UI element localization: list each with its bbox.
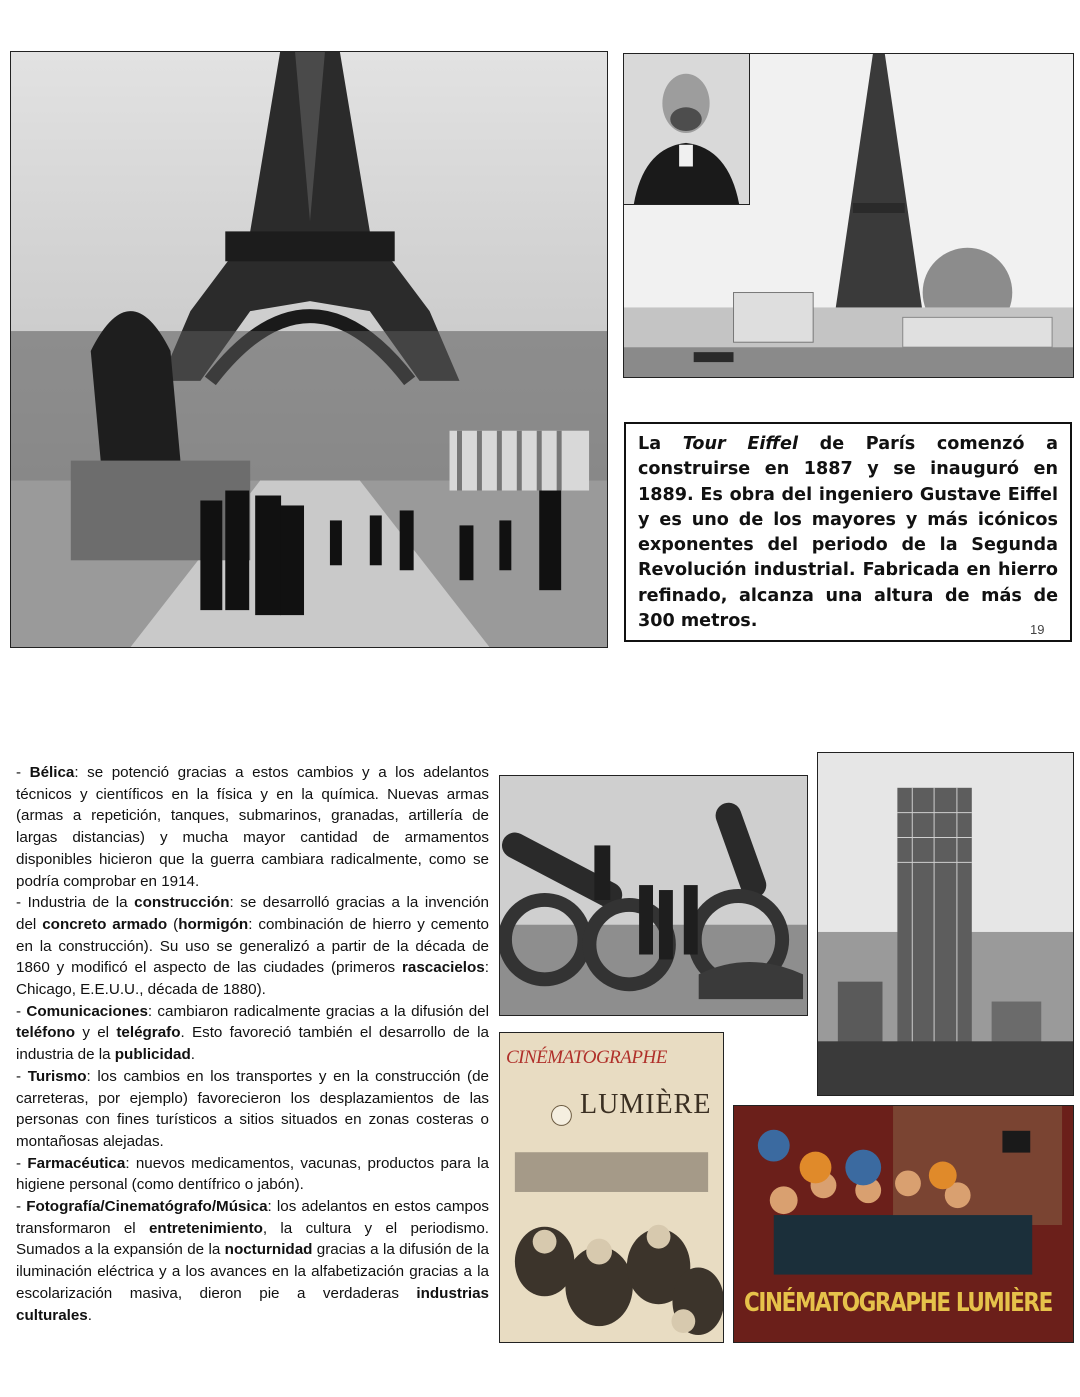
list-item: - Bélica: se potenció gracias a estos cambios y a los adelantos técnicos y científicos en la física y en la química. Nuevas armas (armas a repetición, tanques, submarinos, granadas, artillería de largas distancias) y mucha mayor cantidad de armamentos disponibles hicieron que la guerra cambiara radicalmente, como se podría comprobar en 1914. [16,764,489,890]
poster-right-banner: CINÉMATOGRAPHE LUMIÈRE [744,1288,1052,1318]
eiffel-exposition-photo [10,51,608,648]
skyscraper-construction-photo [817,752,1074,1096]
page-number: 19 [1030,622,1045,637]
list-item: - Fotografía/Cinematógrafo/Música: los adelantos en estos campos transformaron el entretenimiento, la cultura y el periodismo. Sumados a la expansión de la nocturnidad gracias a la difusión de la iluminación eléctrica y a los avances en la alfabetización gracias a la escolarización masiva, dieron pie a verdaderas industrias culturales. [16,1198,489,1324]
poster-left-title: CINÉMATOGRAPHE [506,1047,667,1068]
caption-text-start: La [638,434,683,454]
lumiere-poster-right [733,1105,1074,1343]
caption-text-rest: de París comenzó a construirse en 1887 y se inauguró en 1889. Es obra del ingeniero Gustave Eiffel y es uno de los mayores y más icónicos exponentes del periodo de la Segunda Revolución industrial. Fabricada en hierro refinado, alcanza una altura de más de 300 metros. [638,434,1058,632]
list-item: - Industria de la construcción: se desarrolló gracias a la invención del concreto armado (hormigón: combinación de hierro y cemento en la construcción). Su uso se generalizó a partir de la década de 1860 y modificó el aspecto de las ciudades (primeros rascacielos: Chicago, E.E.U.U., década de 1880). [16,894,489,999]
list-item: - Comunicaciones: cambiaron radicalmente gracias a la difusión del teléfono y el telégrafo. Esto favoreció también el desarrollo de la industria de la publicidad. [16,1002,489,1064]
list-item: - Turismo: los cambios en los transportes y en la construcción (de carreteras, por ejemplo) favorecieron los desplazamientos de las personas con fines turísticos a sitios situados en zonas costeras o montañosas alejadas. [16,1067,490,1150]
caption-italic-title: Tour Eiffel [682,434,799,454]
industry-list [16,762,489,1326]
lumiere-poster-left [499,1032,724,1343]
list-item: - Farmacéutica: nuevos medicamentos, vacunas, productos para la higiene personal (como dentífrico o jabón). [16,1154,490,1194]
poster-left-subtitle: LUMIÈRE [580,1089,712,1120]
gustave-eiffel-portrait [623,53,750,205]
eiffel-caption-box [624,422,1072,642]
artillery-photo [499,775,808,1016]
